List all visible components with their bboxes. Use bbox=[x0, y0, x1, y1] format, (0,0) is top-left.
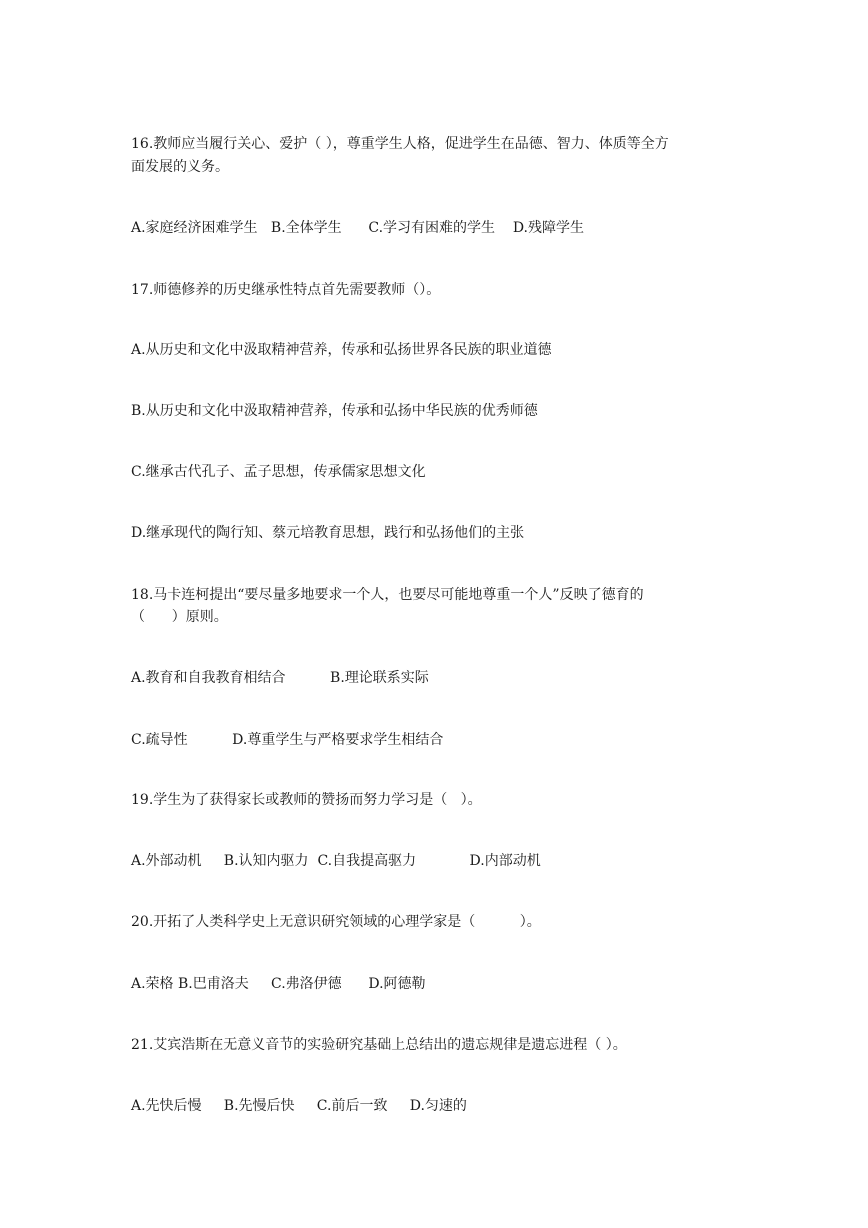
question-19-options: A.外部动机 B.认知内驱力 C.自我提高驱力 D.内部动机 bbox=[131, 853, 541, 869]
question-17-option-c: C.继承古代孔子、孟子思想，传承儒家思想文化 bbox=[131, 464, 426, 480]
question-16-options: A.家庭经济困难学生 B.全体学生 C.学习有困难的学生 D.残障学生 bbox=[131, 220, 584, 236]
question-17-option-a: A.从历史和文化中汲取精神营养，传承和弘扬世界各民族的职业道德 bbox=[131, 342, 552, 358]
question-18-options-row-2: C.疏导性 D.尊重学生与严格要求学生相结合 bbox=[131, 732, 444, 748]
question-21-stem: 21.艾宾浩斯在无意义音节的实验研究基础上总结出的遗忘规律是遗忘进程（ ）。 bbox=[131, 1037, 627, 1053]
question-17-option-d: D.继承现代的陶行知、蔡元培教育思想，践行和弘扬他们的主张 bbox=[131, 525, 525, 541]
question-16-stem-line-1: 16.教师应当履行关心、爱护（ ），尊重学生人格，促进学生在品德、智力、体质等全方 bbox=[131, 136, 669, 152]
question-20-options: A.荣格 B.巴甫洛夫 C.弗洛伊德 D.阿德勒 bbox=[131, 976, 426, 992]
question-19-stem: 19.学生为了获得家长或教师的赞扬而努力学习是（ ）。 bbox=[131, 792, 482, 808]
question-17-option-b: B.从历史和文化中汲取精神营养，传承和弘扬中华民族的优秀师德 bbox=[131, 403, 538, 419]
question-18-options-row-1: A.教育和自我教育相结合 B.理论联系实际 bbox=[131, 670, 429, 686]
question-17-stem: 17.师德修养的历史继承性特点首先需要教师（）。 bbox=[131, 282, 441, 298]
question-16-stem-line-2: 面发展的义务。 bbox=[131, 159, 229, 175]
question-21-options: A.先快后慢 B.先慢后快 C.前后一致 D.匀速的 bbox=[131, 1098, 467, 1114]
question-18-stem-line-2: （ ）原则。 bbox=[131, 609, 228, 625]
question-18-stem-line-1: 18.马卡连柯提出“要尽量多地要求一个人，也要尽可能地尊重一个人”反映了德育的 bbox=[131, 587, 644, 603]
question-20-stem: 20.开拓了人类科学史上无意识研究领域的心理学家是（ ）。 bbox=[131, 914, 541, 930]
